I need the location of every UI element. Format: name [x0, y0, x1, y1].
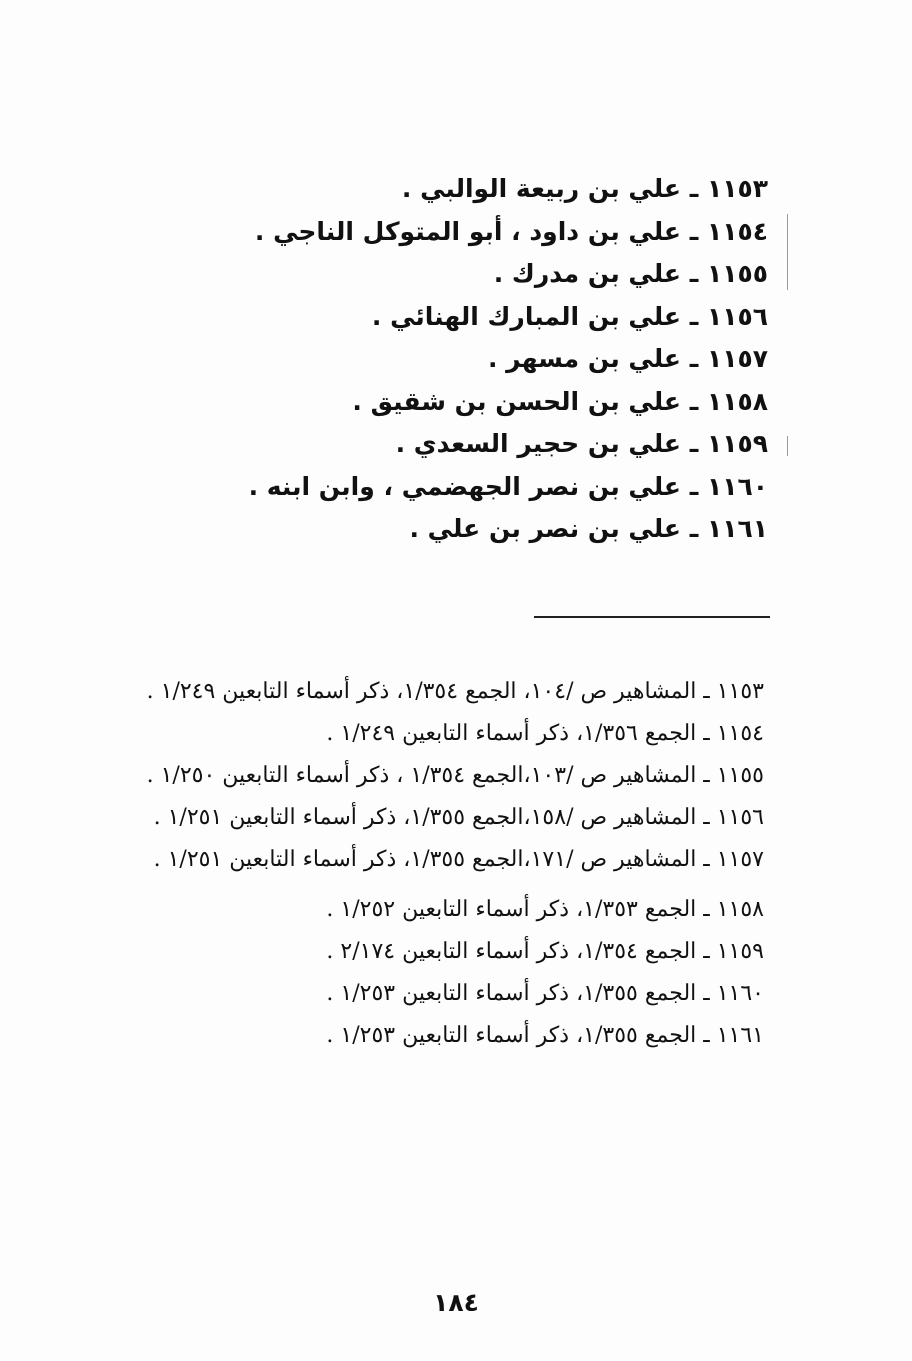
entry-1159: ١١٥٩ ـ علي بن حجير السعدي . [395, 429, 768, 458]
footnote-1157: ١١٥٧ ـ المشاهير ص /١٧١،الجمع ١/٣٥٥، ذكر أسماء التابعين ١/٢٥١ . [153, 847, 764, 872]
footnote-1160: ١١٦٠ ـ الجمع ١/٣٥٥، ذكر أسماء التابعين ١/٢٥٣ . [326, 981, 764, 1006]
footnote-1153: ١١٥٣ ـ المشاهير ص /١٠٤، الجمع ١/٣٥٤، ذكر أسماء التابعين ١/٢٤٩ . [146, 679, 764, 704]
margin-mark [787, 436, 788, 456]
entry-1157: ١١٥٧ ـ علي بن مسهر . [487, 344, 768, 373]
entry-1153: ١١٥٣ ـ علي بن ربيعة الوالبي . [401, 174, 768, 203]
page-number: ١٨٤ [433, 1288, 479, 1317]
entry-1156: ١١٥٦ ـ علي بن المبارك الهنائي . [371, 301, 768, 331]
entry-1161: ١١٦١ ـ علي بن نصر بن علي . [409, 514, 768, 543]
footnote-separator [534, 616, 770, 618]
footnote-1161: ١١٦١ ـ الجمع ١/٣٥٥، ذكر أسماء التابعين ١/٢٥٣ . [326, 1023, 764, 1048]
entry-1155: ١١٥٥ ـ علي بن مدرك . [493, 259, 768, 288]
entry-1160: ١١٦٠ ـ علي بن نصر الجهضمي ، وابن ابنه . [248, 471, 768, 501]
biography-entries-list [128, 168, 768, 551]
footnote-1155: ١١٥٥ ـ المشاهير ص /١٠٣،الجمع ١/٣٥٤ ، ذكر أسماء التابعين ١/٢٥٠ . [146, 763, 764, 788]
footnote-1159: ١١٥٩ ـ الجمع ١/٣٥٤، ذكر أسماء التابعين ٢/١٧٤ . [326, 939, 764, 964]
margin-mark [787, 214, 788, 290]
footnote-1156: ١١٥٦ ـ المشاهير ص /١٥٨،الجمع ١/٣٥٥، ذكر أسماء التابعين ١/٢٥١ . [153, 805, 764, 830]
footnote-1158: ١١٥٨ ـ الجمع ١/٣٥٣، ذكر أسماء التابعين ١/٢٥٢ . [326, 897, 764, 922]
footnotes-list [82, 671, 764, 1057]
entry-1158: ١١٥٨ ـ علي بن الحسن بن شقيق . [352, 386, 768, 416]
entry-1154: ١١٥٤ ـ علي بن داود ، أبو المتوكل الناجي . [254, 216, 768, 246]
footnote-1154: ١١٥٤ ـ الجمع ١/٣٥٦، ذكر أسماء التابعين ١/٢٤٩ . [326, 721, 764, 746]
